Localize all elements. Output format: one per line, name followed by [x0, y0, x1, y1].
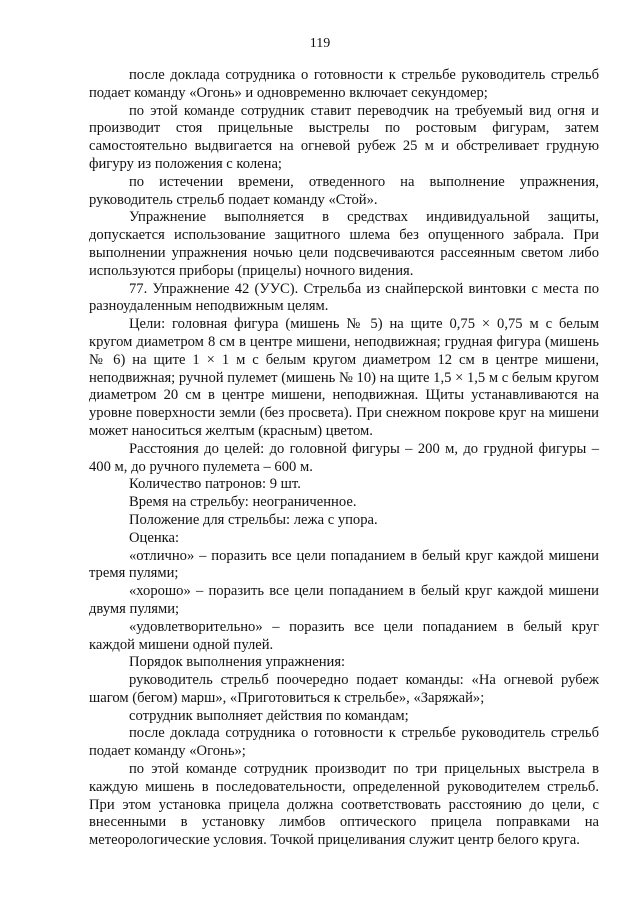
paragraph-grade-excellent: «отлично» – поразить все цели попаданием в белый круг каждой мишени тремя пулями;: [89, 547, 599, 582]
paragraph-cartridge-count: Количество патронов: 9 шт.: [129, 476, 301, 493]
paragraph-fire-command: после доклада сотрудника о готовности к стрельбе руководитель стрельб подает команду «Огонь» и одновременно включает секундомер;: [89, 67, 599, 101]
paragraph-shooting-procedure: по этой команде сотрудник ставит переводчик на требуемый вид огня и производит стоя прицельные выстрелы по ростовым фигурам, затем самостоятельно выдвигается на огневой рубеж 25 м и обстреливает грудную фигуру из положения с колена;: [89, 102, 599, 172]
paragraph-exercise-42-title: 77. Упражнение 42 (УУС). Стрельба из снайперской винтовки с места по разноудаленным неподвижным целям.: [89, 280, 599, 315]
document-body: [89, 67, 599, 850]
page-number: 119: [309, 36, 331, 51]
paragraph-shooting-position: Положение для стрельбы: лежа с упора.: [129, 511, 378, 528]
paragraph-fire-command-2: после доклада сотрудника о готовности к стрельбе руководитель стрельб подает команду «Огонь»;: [89, 725, 599, 760]
paragraph-protective-equipment: Упражнение выполняется в средствах индивидуальной защиты, допускается использование защитного шлема без опущенного забрала. При выполнении упражнения ночью цели подсвечиваются рассеянным светом либо используются приборы (прицелы) ночного видения.: [89, 209, 599, 279]
paragraph-grading-heading: Оценка:: [129, 529, 180, 546]
paragraph-aimed-shots: по этой команде сотрудник производит по три прицельных выстрела в каждую мишень в последовательности, определенной руководителем стрельб. При этом установка прицела должна соответствовать расстоянию до цели, с внесенными в установку лимбов оптического прицела поправками на метеорологические условия. Точкой прицеливания служит центр белого круга.: [89, 761, 599, 849]
paragraph-procedure-heading: Порядок выполнения упражнения:: [129, 654, 346, 671]
paragraph-shooting-time: Время на стрельбу: неограниченное.: [129, 494, 357, 511]
paragraph-stop-command: по истечении времени, отведенного на выполнение упражнения, руководитель стрельб подает команду «Стой».: [89, 173, 599, 208]
paragraph-grade-good: «хорошо» – поразить все цели попаданием в белый круг каждой мишени двумя пулями;: [89, 583, 599, 617]
paragraph-distances: Расстояния до целей: до головной фигуры – 200 м, до грудной фигуры – 400 м, до ручного пулемета – 600 м.: [89, 440, 599, 475]
paragraph-grade-satisfactory: «удовлетворительно» – поразить все цели попаданием в белый круг каждой мишени одной пулей.: [89, 618, 599, 653]
paragraph-commands: руководитель стрельб поочередно подает команды: «На огневой рубеж шагом (бегом) марш», «Приготовиться к стрельбе», «Заряжай»;: [89, 672, 599, 706]
paragraph-actions: сотрудник выполняет действия по командам;: [129, 707, 409, 724]
paragraph-targets: Цели: головная фигура (мишень № 5) на щите 0,75 × 0,75 м с белым кругом диаметром 8 см в центре мишени, неподвижная; грудная фигура (мишень № 6) на щите 1 × 1 м с белым кругом диаметром 12 см в центре мишени, неподвижная; ручной пулемет (мишень № 10) на щите 1,5 × 1,5 м с белым кругом диаметром 20 см в центре мишени, неподвижная. Щиты устанавливаются на уровне поверхности земли (без просвета). При снежном покрове круг на мишени может наноситься желтым (красным) цветом.: [89, 316, 599, 439]
